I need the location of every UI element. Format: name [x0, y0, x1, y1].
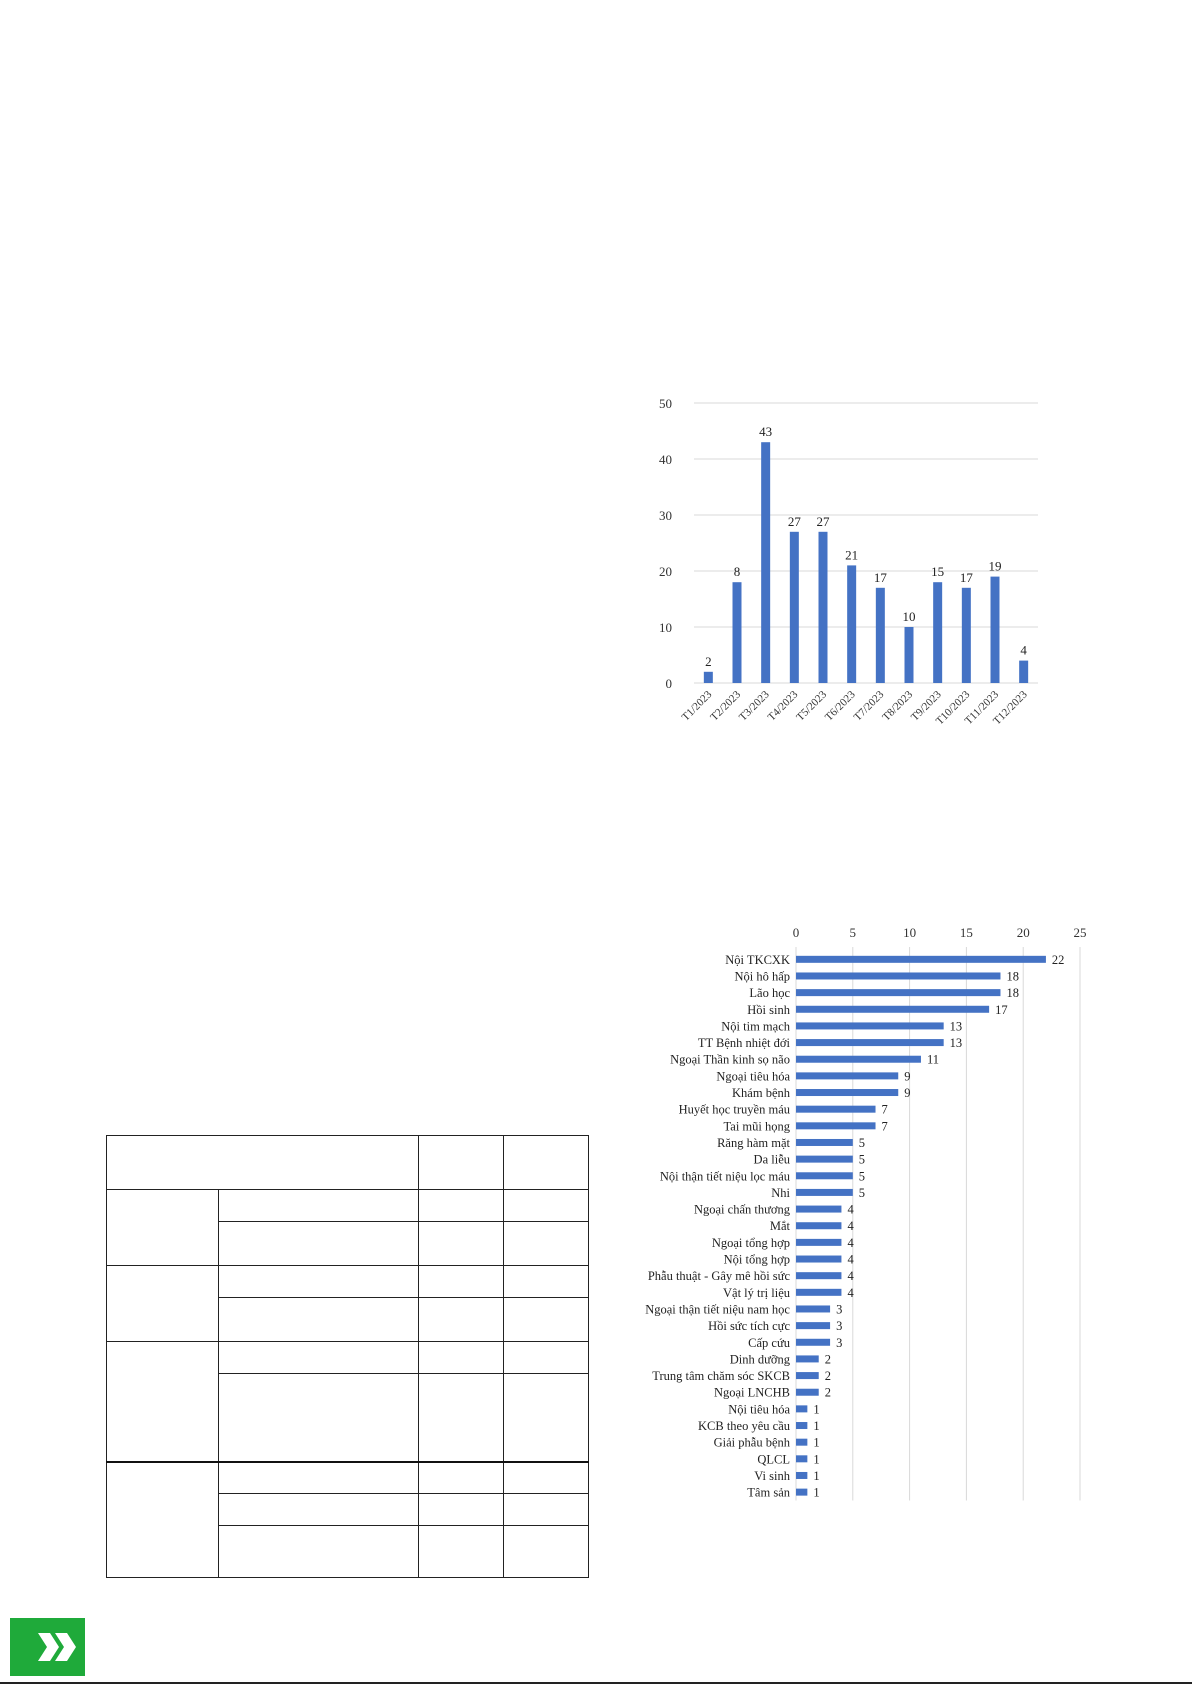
bar	[796, 1322, 830, 1329]
table-cell	[419, 1494, 504, 1526]
bar-value-label: 4	[847, 1202, 854, 1217]
bar-value-label: 3	[836, 1335, 843, 1350]
bar	[796, 1006, 989, 1013]
bar	[796, 1039, 944, 1046]
bar	[796, 1189, 853, 1196]
category-label: Hồi sinh	[747, 1002, 790, 1017]
bar	[796, 1439, 807, 1446]
table-cell	[504, 1526, 589, 1578]
table-group-cell	[107, 1462, 219, 1578]
table-cell	[504, 1298, 589, 1342]
category-label: Tâm sản	[747, 1485, 790, 1500]
bar	[796, 1139, 853, 1146]
bar-value-label: 1	[813, 1468, 820, 1483]
table-cell	[219, 1462, 419, 1494]
bar-value-label: 10	[902, 609, 916, 624]
department-bar-chart-svg	[560, 915, 1120, 1505]
category-label: KCB theo yêu cầu	[698, 1419, 790, 1434]
summary-table	[106, 1135, 589, 1578]
bar-value-label: 18	[1006, 986, 1019, 1001]
table-cell	[219, 1494, 419, 1526]
bar-value-label: 7	[881, 1119, 888, 1134]
bar	[796, 1405, 807, 1412]
table-cell	[219, 1266, 419, 1298]
bar	[796, 1172, 853, 1179]
table-row	[107, 1136, 589, 1190]
bar	[962, 588, 971, 683]
bar-value-label: 22	[1051, 952, 1065, 967]
bar-value-label: 7	[881, 1102, 888, 1117]
table-cell	[219, 1298, 419, 1342]
table-header-cell	[504, 1136, 589, 1190]
bar-value-label: 2	[824, 1385, 831, 1400]
table-group-cell	[107, 1342, 219, 1462]
bar-value-label: 1	[813, 1402, 820, 1417]
table-group-cell	[107, 1266, 219, 1342]
category-label: Nội tim mạch	[721, 1019, 790, 1034]
bar	[796, 1489, 807, 1496]
y-tick-label: 10	[659, 620, 672, 635]
bar	[796, 1222, 841, 1229]
category-label: Lão học	[749, 986, 790, 1001]
table-cell	[219, 1526, 419, 1578]
monthly-bar-chart-svg	[600, 370, 1060, 750]
bar-value-label: 13	[949, 1019, 963, 1034]
bar-value-label: 11	[926, 1052, 940, 1067]
table-cell	[504, 1190, 589, 1222]
bar	[1019, 661, 1028, 683]
bar	[796, 1455, 807, 1462]
category-label: Nội tổng hợp	[723, 1252, 790, 1267]
table-cell	[219, 1342, 419, 1374]
bar-value-label: 1	[813, 1452, 820, 1467]
x-tick-label: T1/2023	[679, 688, 715, 724]
bar-value-label: 27	[787, 513, 801, 529]
x-tick-label: T2/2023	[708, 688, 744, 724]
x-tick-label: T9/2023	[908, 688, 944, 724]
bar	[796, 1022, 944, 1029]
bar	[704, 672, 713, 683]
table-cell	[219, 1190, 419, 1222]
bar	[796, 1422, 807, 1429]
bar-value-label: 2	[705, 653, 712, 669]
category-label: Nội thận tiết niệu lọc máu	[659, 1169, 790, 1184]
category-label: Giải phẫu bệnh	[713, 1435, 790, 1450]
bar	[819, 532, 828, 683]
bar-value-label: 17	[959, 569, 973, 585]
bar-value-label: 18	[1006, 969, 1019, 984]
bar-value-label: 5	[858, 1185, 866, 1200]
category-label: Vi sinh	[754, 1468, 790, 1483]
table-cell	[219, 1222, 419, 1266]
table-row	[107, 1190, 589, 1222]
bar	[796, 1089, 898, 1096]
category-label: Huyết học truyền máu	[678, 1102, 790, 1117]
bar-value-label: 2	[824, 1352, 831, 1367]
x-tick-label: 15	[959, 925, 973, 940]
category-label: Ngoại Thần kinh sọ não	[670, 1052, 790, 1067]
x-tick-label: T12/2023	[991, 688, 1030, 728]
category-label: Mắt	[769, 1219, 790, 1234]
table-group-cell	[107, 1190, 219, 1266]
bar-value-label: 21	[845, 547, 859, 563]
x-tick-label: 10	[903, 925, 917, 940]
table-cell	[219, 1374, 419, 1462]
x-tick-label: T6/2023	[822, 688, 858, 724]
category-label: Nội tiêu hóa	[728, 1402, 790, 1417]
category-label: Tai mũi họng	[723, 1119, 790, 1134]
bar	[905, 627, 914, 683]
y-tick-label: 0	[665, 676, 672, 691]
category-label: Răng hàm mặt	[717, 1135, 790, 1150]
bar-value-label: 9	[904, 1069, 911, 1084]
bar	[796, 1355, 819, 1362]
bar	[796, 1389, 819, 1396]
table-row	[107, 1266, 589, 1298]
table-cell	[504, 1374, 589, 1462]
table-cell	[419, 1462, 504, 1494]
bar-value-label: 8	[733, 564, 741, 580]
bar	[733, 582, 742, 683]
bar	[796, 1256, 841, 1263]
bar	[796, 1305, 830, 1312]
category-label: Vật lý trị liệu	[723, 1285, 790, 1300]
category-label: Nội TKCXK	[725, 952, 790, 967]
category-label: Ngoại tiêu hóa	[716, 1069, 790, 1084]
bottom-rule	[0, 1682, 1192, 1684]
bar	[796, 1272, 841, 1279]
table-cell	[419, 1190, 504, 1222]
table-cell	[419, 1374, 504, 1462]
y-tick-label: 30	[659, 508, 672, 523]
x-tick-label: T10/2023	[933, 688, 973, 728]
category-label: Khám bệnh	[732, 1086, 790, 1101]
category-label: Ngoại thận tiết niệu nam học	[645, 1302, 790, 1317]
logo-chevron-icon	[10, 1618, 85, 1676]
category-label: QLCL	[757, 1452, 790, 1467]
table-cell	[419, 1342, 504, 1374]
bar-value-label: 9	[904, 1086, 911, 1101]
category-label: Nội hô hấp	[734, 969, 790, 984]
bar-value-label: 3	[836, 1319, 843, 1334]
table-cell	[504, 1494, 589, 1526]
bar	[796, 989, 1000, 996]
bar-value-label: 4	[847, 1219, 854, 1234]
bar	[991, 577, 1000, 683]
bar-value-label: 5	[858, 1135, 866, 1150]
y-tick-label: 40	[659, 452, 672, 467]
table-row	[107, 1462, 589, 1494]
bar-value-label: 5	[858, 1169, 866, 1184]
bar	[796, 1056, 921, 1063]
department-bar-chart	[560, 915, 1120, 1505]
bar-value-label: 4	[847, 1269, 854, 1284]
category-label: Da liễu	[753, 1152, 790, 1167]
table-cell	[504, 1222, 589, 1266]
monthly-bar-chart	[600, 370, 1060, 750]
category-label: Ngoại chấn thương	[693, 1202, 790, 1217]
bar-value-label: 27	[816, 513, 830, 529]
x-tick-label: 20	[1016, 925, 1030, 940]
table-cell	[419, 1222, 504, 1266]
bar-value-label: 3	[836, 1302, 843, 1317]
category-label: Cấp cứu	[748, 1335, 790, 1350]
bar	[796, 1289, 841, 1296]
bar-value-label: 13	[949, 1036, 963, 1051]
x-tick-label: 0	[792, 925, 800, 940]
bar	[933, 582, 942, 683]
category-label: Nhi	[771, 1185, 790, 1200]
bar-value-label: 19	[988, 558, 1002, 574]
table-header-cell	[419, 1136, 504, 1190]
x-tick-label: T11/2023	[962, 688, 1002, 728]
category-label: TT Bệnh nhiệt đới	[697, 1036, 790, 1051]
bar-value-label: 2	[824, 1369, 831, 1384]
x-tick-label: 5	[849, 925, 857, 940]
bar-value-label: 1	[813, 1419, 820, 1434]
bar-value-label: 4	[847, 1285, 854, 1300]
bar-value-label: 1	[813, 1485, 820, 1500]
bar	[796, 1339, 830, 1346]
bar	[796, 1122, 876, 1129]
bar	[796, 956, 1046, 963]
bar	[847, 565, 856, 683]
category-label: Hồi sức tích cực	[708, 1319, 790, 1334]
table-header-cell	[107, 1136, 419, 1190]
bar-value-label: 5	[858, 1152, 866, 1167]
category-label: Ngoại tổng hợp	[711, 1235, 790, 1250]
table-cell	[504, 1342, 589, 1374]
bar-value-label: 4	[847, 1252, 854, 1267]
table-row	[107, 1342, 589, 1374]
bar	[796, 972, 1000, 979]
table-cell	[419, 1526, 504, 1578]
bar	[796, 1372, 819, 1379]
bar	[761, 442, 770, 683]
x-tick-label: T8/2023	[880, 688, 916, 724]
bar-value-label: 17	[873, 569, 887, 585]
y-tick-label: 50	[659, 396, 672, 411]
table-cell	[419, 1266, 504, 1298]
bar	[796, 1206, 841, 1213]
x-tick-label: T5/2023	[794, 688, 830, 724]
x-tick-label: T3/2023	[736, 688, 772, 724]
x-tick-label: T4/2023	[765, 688, 801, 724]
category-label: Trung tâm chăm sóc SKCB	[652, 1369, 790, 1384]
x-tick-label: 25	[1073, 925, 1087, 940]
bar	[796, 1239, 841, 1246]
bar	[796, 1072, 898, 1079]
category-label: Ngoại LNCHB	[713, 1385, 790, 1400]
bar-value-label: 4	[1020, 642, 1027, 658]
x-tick-label: T7/2023	[851, 688, 887, 724]
bar-value-label: 43	[759, 424, 773, 440]
bar-value-label: 15	[931, 564, 945, 580]
bar	[876, 588, 885, 683]
bar	[790, 532, 799, 683]
y-tick-label: 20	[659, 564, 672, 579]
bar	[796, 1156, 853, 1163]
table-cell	[504, 1462, 589, 1494]
bar	[796, 1472, 807, 1479]
bar-value-label: 1	[813, 1435, 820, 1450]
bar	[796, 1106, 876, 1113]
bar-value-label: 17	[995, 1002, 1008, 1017]
table-cell	[419, 1298, 504, 1342]
bar-value-label: 4	[847, 1235, 854, 1250]
table-cell	[504, 1266, 589, 1298]
category-label: Dinh dưỡng	[729, 1352, 790, 1367]
category-label: Phẫu thuật - Gây mê hồi sức	[647, 1269, 790, 1284]
